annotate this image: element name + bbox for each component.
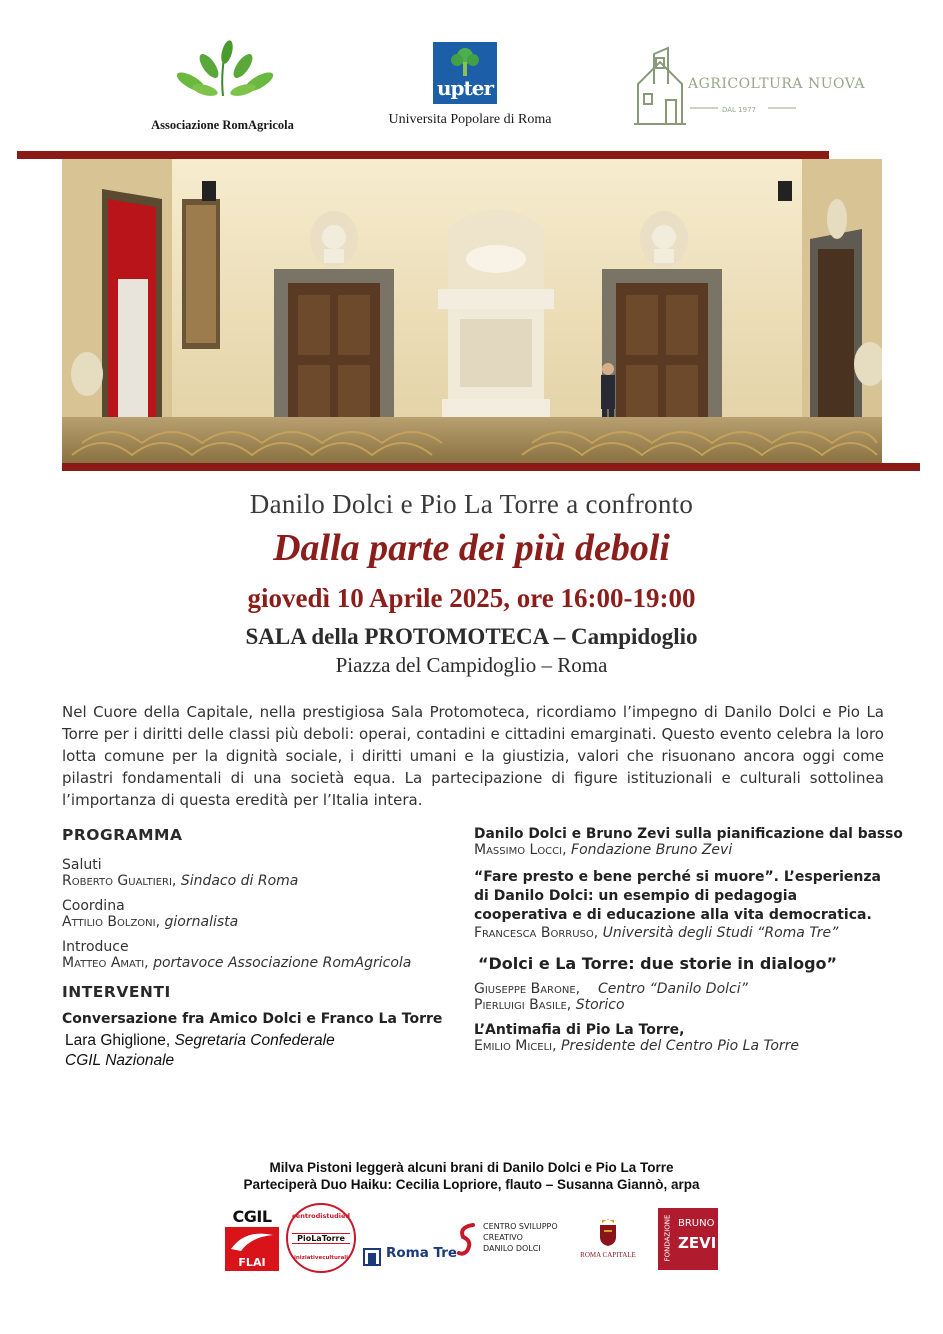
romagricola-logo: [135, 38, 310, 133]
coordina-speaker: [62, 914, 462, 930]
talk3-title: “Dolci e La Torre: due storie in dialogo”: [478, 954, 838, 973]
roma-shield-icon: [597, 1217, 619, 1247]
sponsor-logos: [220, 1203, 725, 1275]
talk2-affil: Università degli Studi “Roma Tre”: [602, 925, 839, 941]
talk3-speaker1: [474, 981, 894, 997]
talks-column: [474, 826, 903, 1054]
fondazione-bruno-zevi-logo: [658, 1208, 718, 1270]
introduce-speaker: [62, 955, 462, 971]
talk4-speaker: [474, 1038, 894, 1054]
footer-line-1: Milva Pistoni leggerà alcuni brani di Danilo Dolci e Pio La Torre: [269, 1160, 674, 1175]
lara-title-1: Segretaria Confederale: [174, 1032, 335, 1049]
intro-paragraph: Nel Cuore della Capitale, nella prestigiosa Sala Protomoteca, ricordiamo l’impegno di Danilo Dolci e Pio La Torre per i diritti delle classi più deboli: operai, contadini e cittadini emarginati. Questo evento celebra la loro lotta comune per la dignità sociale, i diritti umani e la giustizia, valori che risuonano ancora oggi come pilastri fondamentali di una società equa. La partecipazione di figure istituzionali e culturali sottolinea l’importanza di questa eredità per l’Italia intera.: [62, 703, 884, 809]
lara-speaker: [62, 1031, 462, 1071]
hall-photo: [62, 159, 882, 464]
talk2-speaker: [474, 925, 894, 941]
talk2-name: Francesca Borruso,: [474, 925, 599, 941]
roma-tre-text: Roma Tre: [386, 1245, 458, 1261]
agricoltura-nuova-logo: [632, 44, 865, 128]
upter-caption: Universita Popolare di Roma: [388, 112, 552, 127]
talk3-affil2: Storico: [575, 997, 625, 1013]
programme-column: [62, 826, 462, 1071]
saluti-title: Sindaco di Roma: [180, 873, 299, 889]
coordina-name: Attilio Bolzoni,: [62, 914, 161, 930]
csc-line-2: CREATIVO: [483, 1233, 523, 1242]
talk4-title: L’Antimafia di Pio La Torre,: [474, 1022, 685, 1038]
csc-swirl-icon: [457, 1221, 479, 1257]
bottom-rule: [62, 463, 920, 471]
fondazione-text: FONDAZIONE: [663, 1214, 672, 1262]
pio-la-torre-logo: [286, 1203, 356, 1273]
footer-notes: [0, 1159, 943, 1193]
interventi-heading: INTERVENTI: [62, 983, 171, 1001]
talk3-speaker2: [474, 997, 894, 1013]
agricoltura-since: DAL 1977: [722, 106, 756, 114]
talk2-title: “Fare presto e bene perché si muore”. L’esperienza di Danilo Dolci: un esempio di pedagogia cooperativa e di educazione alla vita democratica.: [474, 869, 881, 923]
introduce-role: Introduce: [62, 939, 129, 955]
centrostudi-text: centrodistudied: [291, 1212, 351, 1220]
agricoltura-name: AGRICOLTURA NUOVA: [688, 76, 865, 92]
roma-capitale-logo: [575, 1217, 641, 1267]
farmhouse-icon: [632, 44, 688, 128]
cgil-flai-logo: [223, 1207, 281, 1271]
csc-line-1: CENTRO SVILUPPO: [483, 1222, 558, 1231]
event-title: Dalla parte dei più deboli: [273, 527, 670, 569]
romagricola-caption: Associazione RomAgricola: [151, 118, 294, 132]
flai-text: FLAI: [238, 1256, 266, 1269]
flai-box: [225, 1227, 279, 1271]
introduce-name: Matteo Amati,: [62, 955, 149, 971]
talk3-name2: Pierluigi Basile,: [474, 997, 572, 1013]
conversation-line: Conversazione fra Amico Dolci e Franco La Torre: [62, 1011, 443, 1027]
footer-line-2: Parteciperà Duo Haiku: Cecilia Lopriore, flauto – Susanna Giannò, arpa: [243, 1177, 700, 1192]
talk4-affil: Presidente del Centro Pio La Torre: [561, 1038, 800, 1054]
saluti-role: Saluti: [62, 857, 102, 873]
saluti-name: Roberto Gualtieri,: [62, 873, 177, 889]
leaves-icon: [135, 38, 310, 108]
upter-box: [433, 42, 497, 104]
zevi-text: ZEVI: [678, 1234, 717, 1252]
saluti-speaker: [62, 873, 462, 889]
centro-sviluppo-creativo-logo: [457, 1221, 567, 1261]
coordina-title: giornalista: [164, 914, 239, 930]
piolatorre-text: PioLaTorre: [292, 1233, 350, 1244]
talk1-title: Danilo Dolci e Bruno Zevi sulla pianificazione dal basso: [474, 826, 903, 842]
talk1-speaker: [474, 842, 894, 858]
upter-word: upter: [436, 76, 494, 100]
event-date: giovedì 10 Aprile 2025, ore 16:00-19:00: [247, 583, 696, 613]
talk1-name: Massimo Locci,: [474, 842, 567, 858]
event-address: Piazza del Campidoglio – Roma: [335, 653, 608, 677]
roma-tre-logo: [362, 1243, 458, 1269]
event-subtitle: Danilo Dolci e Pio La Torre a confronto: [249, 489, 694, 519]
flai-swoosh-icon: [225, 1227, 279, 1255]
introduce-title: portavoce Associazione RomAgricola: [153, 955, 412, 971]
upter-logo: [375, 40, 565, 135]
coordina-role: Coordina: [62, 898, 125, 914]
protomoteca-hall-illustration: [62, 159, 882, 464]
bruno-text: BRUNO: [678, 1218, 715, 1229]
roma-capitale-text: ROMA CAPITALE: [580, 1251, 636, 1259]
talk3-name1: Giuseppe Barone,: [474, 981, 581, 997]
talk3-affil1: Centro “Danilo Dolci”: [598, 981, 748, 997]
tree-icon: [433, 44, 497, 78]
talk4-name: Emilio Miceli,: [474, 1038, 557, 1054]
cgil-text: CGIL: [232, 1207, 272, 1226]
talk1-affil: Fondazione Bruno Zevi: [571, 842, 733, 858]
lara-title-2: CGIL Nazionale: [65, 1052, 175, 1069]
iniziative-text: iniziativeculturali: [293, 1255, 349, 1261]
lara-name: Lara Ghiglione,: [65, 1032, 175, 1049]
roma-tre-emblem-icon: [362, 1245, 382, 1267]
top-rule: [17, 151, 829, 159]
csc-text: [483, 1221, 558, 1254]
programma-heading: PROGRAMMA: [62, 826, 183, 844]
csc-line-3: DANILO DOLCI: [483, 1244, 541, 1253]
event-venue: SALA della PROTOMOTECA – Campidoglio: [245, 624, 698, 649]
